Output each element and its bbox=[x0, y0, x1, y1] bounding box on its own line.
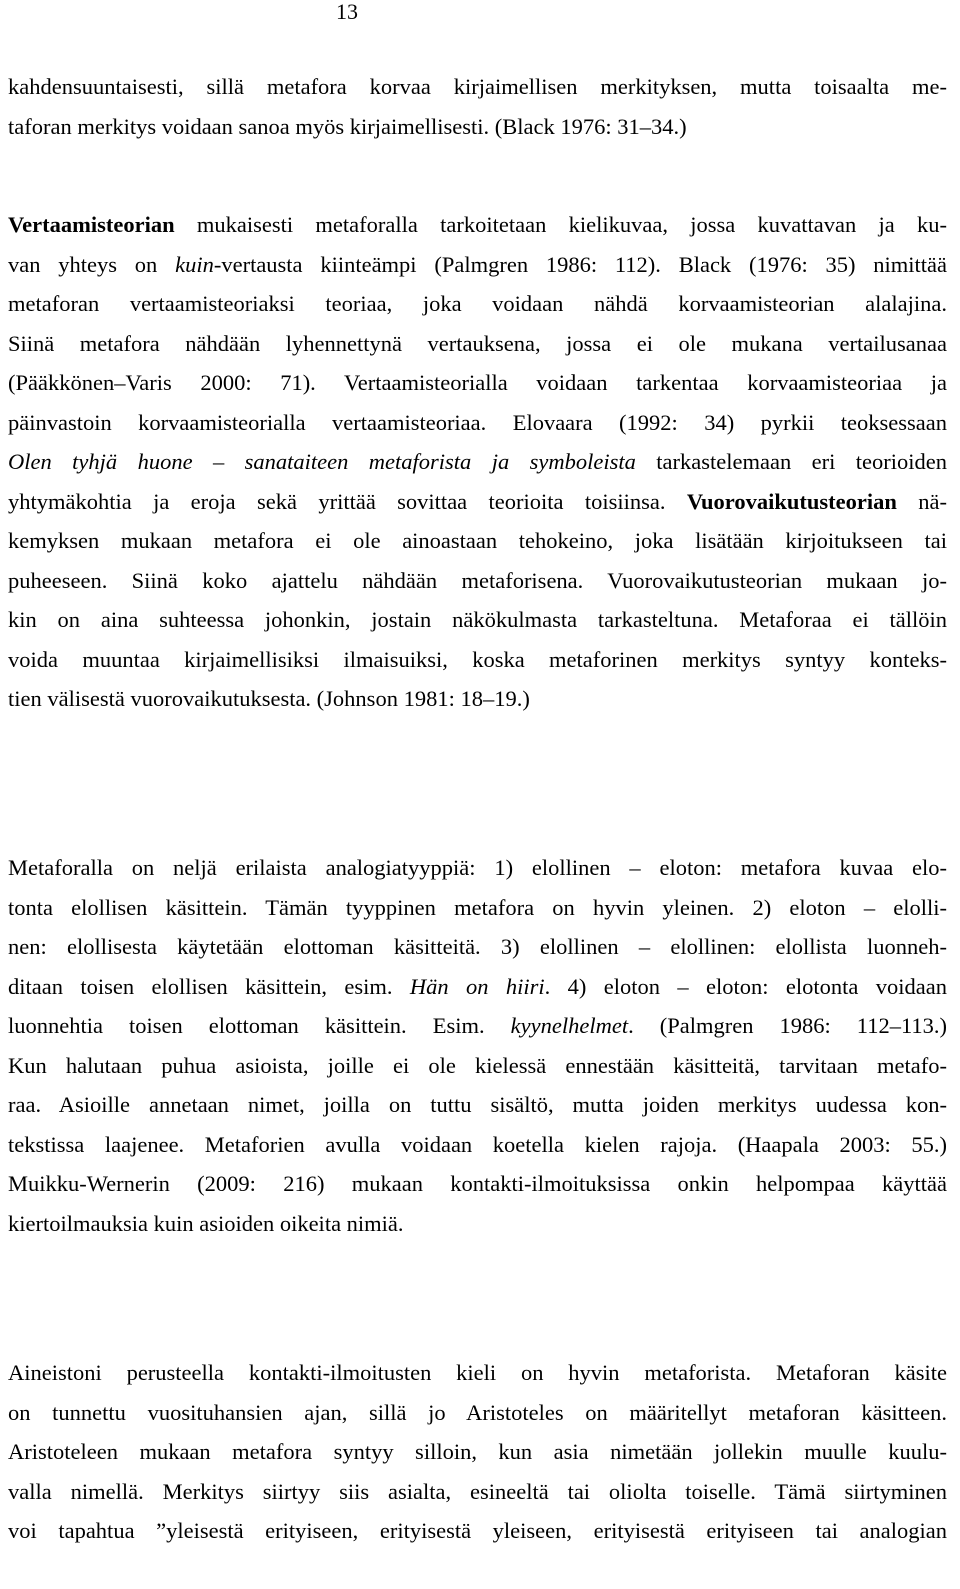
text-line: voi tapahtua ”yleisestä erityiseen, erityisestä yleiseen, erityisestä erityiseen tai analogian bbox=[8, 1518, 947, 1543]
text-line: on tunnettu vuosituhansien ajan, sillä jo Aristoteles on määritellyt metaforan käsitteen. bbox=[8, 1399, 947, 1425]
text-line: ditaan toisen elollisen käsittein, esim. Hän on hiiri. 4) eloton – eloton: elotonta voidaan bbox=[8, 973, 947, 999]
term-vertaamisteorian: Vertaamisteorian bbox=[8, 212, 175, 237]
text-line: Metaforalla on neljä erilaista analogiatyyppiä: 1) elollinen – eloton: metafora kuvaa elo- bbox=[8, 855, 947, 880]
text-line: kemyksen mukaan metafora ei ole ainoastaan tehokeino, joka lisätään kirjoitukseen tai bbox=[8, 528, 947, 553]
text-line: voida muuntaa kirjaimellisiksi ilmaisuiksi, koska metaforinen merkitys syntyy konteks- bbox=[8, 646, 947, 672]
text-line: van yhteys on kuin-vertausta kiinteämpi (Palmgren 1986: 112). Black (1976: 35) nimittää bbox=[8, 251, 948, 277]
text-line: puheeseen. Siinä koko ajattelu nähdään metaforisena. Vuorovaikutusteorian mukaan jo- bbox=[8, 567, 947, 593]
paragraph-data-metaphors bbox=[8, 1353, 947, 1551]
paragraph-analogy-types bbox=[8, 848, 947, 1243]
text-line: Kun halutaan puhua asioista, joille ei ole kielessä ennestään käsitteitä, tarvitaan metafo- bbox=[8, 1052, 947, 1078]
text-line: metaforan vertaamisteoriaksi teoriaa, joka voidaan nähdä korvaamisteorian alalajina. bbox=[8, 291, 947, 316]
text-line: Vertaamisteorian mukaisesti metaforalla tarkoitetaan kielikuvaa, jossa kuvattavan ja ku- bbox=[8, 212, 947, 237]
text-line: Aristoteleen mukaan metafora syntyy silloin, kun asia nimetään jollekin muulle kuulu- bbox=[8, 1439, 947, 1464]
text-line: tien välisestä vuorovaikutuksesta. (Johnson 1981: 18–19.) bbox=[8, 686, 530, 711]
text-line: nen: elollisesta käytetään elottoman käsitteitä. 3) elollinen – elollinen: elollista luonneh- bbox=[8, 934, 947, 959]
text-line: valla nimellä. Merkitys siirtyy siis asialta, esineeltä tai oliolta toiselle. Tämä siirtyminen bbox=[8, 1478, 947, 1504]
text-line: Siinä metafora nähdään lyhennettynä vertauksena, jossa ei ole mukana vertailusanaa bbox=[8, 330, 947, 356]
text-line: Olen tyhjä huone – sanataiteen metaforista ja symboleista tarkastelemaan eri teorioiden bbox=[8, 449, 948, 474]
example-kyynelhelmet: kyynelhelmet bbox=[510, 1013, 629, 1038]
text-line: päinvastoin korvaamisteorialla vertaamisteoriaa. Elovaara (1992: 34) pyrkii teoksessaan bbox=[8, 409, 947, 435]
text-line: luonnehtia toisen elottoman käsittein. Esim. kyynelhelmet. (Palmgren 1986: 112–113.) bbox=[8, 1013, 947, 1038]
text-line: kin on aina suhteessa johonkin, jostain näkökulmasta tarkasteltuna. Metaforaa ei tällöin bbox=[8, 607, 947, 632]
text-line: (Pääkkönen–Varis 2000: 71). Vertaamisteorialla voidaan tarkentaa korvaamisteoriaa ja bbox=[8, 370, 947, 395]
text-line: raa. Asioille annetaan nimet, joilla on tuttu sisältö, mutta joiden merkitys uudessa kon- bbox=[8, 1092, 947, 1117]
page-number: 13 bbox=[336, 0, 358, 24]
text-line: taforan merkitys voidaan sanoa myös kirjaimellisesti. (Black 1976: 31–34.) bbox=[8, 113, 687, 139]
term-kuin: kuin bbox=[175, 251, 214, 277]
paragraph-comparison-theory bbox=[8, 205, 947, 719]
text-line: yhtymäkohtia ja eroja sekä yrittää sovittaa teorioita toisiinsa. Vuorovaikutusteorian nä- bbox=[8, 488, 947, 514]
text-line: tekstissa laajenee. Metaforien avulla voidaan koetella kielen rajoja. (Haapala 2003: 55.) bbox=[8, 1131, 947, 1157]
text-line: Aineistoni perusteella kontakti-ilmoitusten kieli on hyvin metaforista. Metaforan käsite bbox=[8, 1360, 947, 1385]
text-line: kahdensuuntaisesti, sillä metafora korvaa kirjaimellisen merkityksen, mutta toisaalta me- bbox=[8, 74, 947, 99]
text-line: tonta elollisen käsittein. Tämän tyyppinen metafora on hyvin yleinen. 2) eloton – elolli- bbox=[8, 894, 947, 920]
example-han-on-hiiri: Hän on hiiri bbox=[409, 973, 545, 999]
text-line: Muikku-Wernerin (2009: 216) mukaan kontakti-ilmoituksissa onkin helpompaa käyttää bbox=[8, 1171, 947, 1196]
term-vuorovaikutusteorian: Vuorovaikutusteorian bbox=[686, 488, 897, 514]
book-title: Olen tyhjä huone – sanataiteen metaforista ja symboleista bbox=[8, 449, 636, 474]
text-line: kiertoilmauksia kuin asioiden oikeita nimiä. bbox=[8, 1210, 404, 1236]
paragraph-metaphor-intro-end bbox=[8, 67, 947, 146]
